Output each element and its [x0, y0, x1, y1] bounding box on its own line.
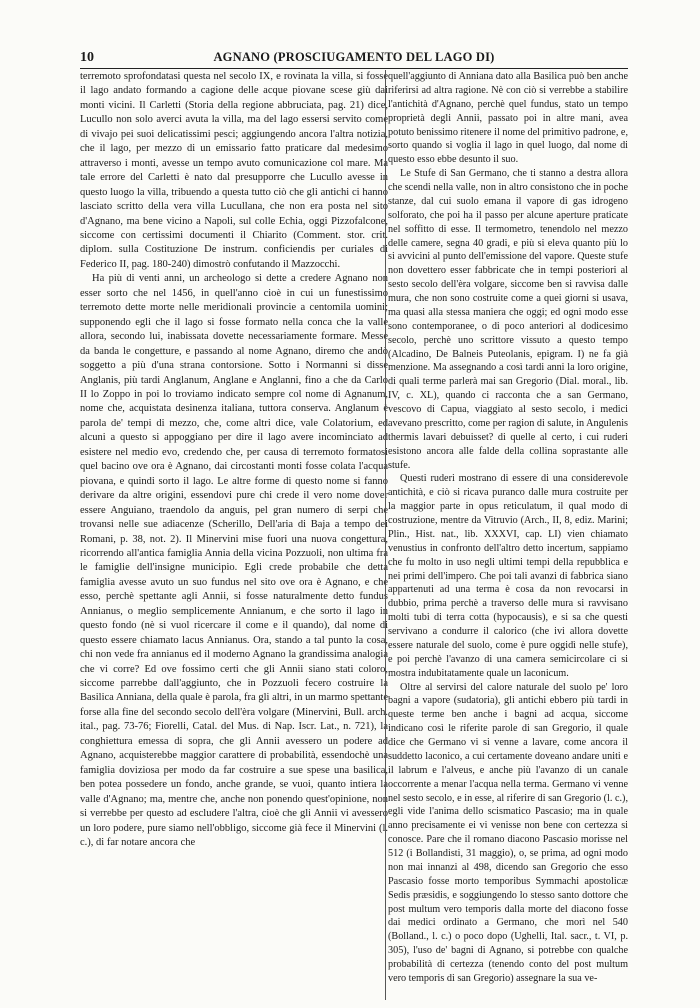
page-header: [80, 50, 628, 68]
column-divider: [385, 70, 386, 1000]
paragraph: Le Stufe di San Germano, che ti stanno a destra allora che scendi nella valle, non in altro consistono che in poche stanze, dal cui suolo emana il vapore di gas idrogeno solforato, che poi ha il passo per alcune aperture praticate nel soffitto di esse. Il termometro, tenendolo nel mezzo delle camere, segna 40 gradi, e più si eleva quanto più lo si avvicini al punto dell'emissione del vapore. Queste stufe non dovettero esser fabbricate che in tempi posteriori al sesto secolo dell'èra volgare, siccome ben si ravvisa dalle mura, che non sono costruite come a quei giorni si usava, ma quasi alla stessa maniera che oggi; ed ogni modo esse sono contemporanee, o di poco anteriori al dodicesimo secolo, perchè uno scrittore vissuto a questo tempo (Alcadino, De Balneis Puteolanis, epigram. I) ne fa già menzione. Ma assegnando a così tardi anni la loro origine, di quali terme parlerà mai san Gregorio (Dial. moral., lib. IV, c. XL), quando ci racconta che a san Germano, vescovo di Capua, viaggiato al sesto secolo, i medici avevano prescritto, come per ragion di salute, in Angulenis thermis lavari debuisset? di quelle al certo, i cui ruderi esistono ancora alle falde della collina soprastante alle stufe.: [388, 168, 628, 471]
paragraph: Oltre al servirsi del calore naturale del suolo pe' loro bagni a vapore (sudatoria), gli antichi ebbero più tardi in queste terme ben anche i bagni ad acqua, siccome indicano così le riferite parole di san Gregorio, il quale dice che Germano vi si venne a lavare, come ancora il suddetto laconico, a cui certamente doveano andare uniti e il labrum e l'alveus, e anche più l'avanzo di un canale occorrente a menar l'acqua nella terma. Germano vi venne nel sesto secolo, e in esse, al riferire di san Gregorio (l. c.), egli vide l'anima dello scismatico Pascasio; ma in quale anno precisamente ei vi venisse non bene con certezza si conosce. Pare che il romano diacono Pascasio morisse nel 512 (i Bollandisti, 31 maggio), o, se prima, ad ogni modo non mai innanzi al 498, dicendo san Gregorio che esso Pascasio fosse morto temporibus Symmachi apostolicæ Sedis præsidis, e soggiungendo lo stesso santo dottore che post multum vero temporis dalla morte del diacono fosse dai medici ordinato a Germano, che morì nel 540 (Bolland., l. c.) o poco dopo (Ughelli, Ital. sacr., t. VI, p. 305), l'uso de' bagni di Agnano, si potrebbe con qualche probabilità di certezza (tenendo conto del post multum vero temporis di san Gregorio) assegnare la sua ve-: [388, 681, 628, 984]
left-column: [80, 70, 388, 1000]
right-column: [388, 70, 628, 1000]
page-number: 10: [80, 50, 94, 65]
paragraph: quell'aggiunto di Anniana dato alla Basilica può ben anche riferirsi ad altra ragione. Nè con ciò si verrebbe a stabilire l'antichità d'Agnano, perchè quel fundus, stato un tempo proprietà degli Annii, passato poi in altre mani, avea potuto benissimo ritenere il nome del primitivo padrone, e, sorto quando si voglia il lago in quel luogo, dal nome di questo esso ebbe desunto il suo.: [388, 71, 628, 166]
paragraph: Questi ruderi mostrano di essere di una considerevole antichità, e ciò si ricava puranco dalle mura costruite per la maggior parte in opus reticulatum, il qual modo di costruzione, mentre da Vitruvio (Arch., II, 8, ediz. Marini; Plin., Hist. nat., lib. XXXVI, cap. LI) vien chiamato venustius in confronto dell'altro detto incertum, sappiamo che fu molto in uso negli ultimi tempi della repubblica e nei primi dell'impero. Che poi tali avanzi di fabbrica siano appartenuti ad una terma è cosa da non revocarsi in dubbio, prima perchè a traverso delle mura si ravvisano molti tubi di terra cotta (hypocausis), e si sa che questi servivano a condurre il calorico (che ivi allora dovette essere naturale del suolo, come è pure oggidì nelle stufe), e poi perchè l'avanzo di una camera semicircolare ci si mostra indubitatamente quale un laconicum.: [388, 473, 628, 679]
paragraph: Ha più di venti anni, un archeologo si dette a credere Agnano non esser sorto che nel 1456, in quell'anno cioè in cui un funestissimo terremoto dette morte nelle meridionali provincie a centomila uomini; supponendo egli che il lago si fosse formato nella conca che la valle allora, secondo lui, inabissata dovette necessariamente formare. Messe da banda le congetture, e passando al nome Agnano, diremo che andò soggetto a più d'una strana contorsione. Sotto i Normanni si disse Anglanis, più tardi Anglanum, Anglane e Anglanni, fino a che da Carlo II lo Zoppo in poi lo troviamo indicato sempre col nome di Agnanum, nome che, acquistata desinenza italiana, tuttora conserva. Anglanum è parola de' tempi di mezzo, che, come altri dice, vale Colatorium, ed alcuni a questo si appoggiano per dire il lago avere incominciato ad esistere nel medio evo, credendo che, per causa di terremoto formatosi quel bacino ove ora è Agnano, dai circostanti monti fosse colata l'acqua piovana, e quindi sorto il lago. Le altre forme di questo nome si fanno derivare da altre origini, essendovi pure chi crede il vero nome dover essere Anguiano, traendolo da anguis, pel gran numero di serpi che trovansi nelle sue adiacenze (Scherillo, Dell'aria di Baja a tempo dei Romani, p. 38, not. 2). Il Minervini mise fuori una nuova congettura, ricorrendo all'antica famiglia Annia della vicina Pozzuoli, non ultima fra le famiglie dell'insigne municipio. Egli crede probabile che detta famiglia avesse avuto un suo fundus nel sito ove ora è Agnano, e che esso, perchè spettante agli Annii, si fosse naturalmente detto fundus Annianus, o meglio semplicemente Annianum, e che sorto il lago in questo fondo (nè si vuol ricercare il come e il quando), dal nome di questo essere chiamato lacus Annianus. Ora, stando a tal punto la cosa, chi non vede fra annianus ed il moderno Agnano la grandissima analogia che vi corre? Ed ove fossimo certi che gli Annii siano stati coloro, siccome parrebbe dall'aggiunto, che in Pozzuoli fecero costruire la Basilica Anniana, della quale è parola, fra gli altri, in un marmo spettante forse alla fine del secondo secolo dell'èra volgare (Minervini, Bull. arch. ital., pag. 73-76; Fiorelli, Catal. del Mus. di Nap. Iscr. Lat., n. 721), la conghiettura emessa di sopra, che gli Annii avessero un podere ad Agnano, acquisterebbe maggior carattere di probabilità, essendochè una famiglia doviziosa per modo da far costruire a sue spese una basilica, ben potea possedere un fondo, anche grande, se vuoi, quanto intiera la valle d'Agnano; ma, mentre che, anche non ponendo quest'opinione, non si verrebbe per questo ad escludere l'altra, cioè che gli Annii vi avessero un loro podere, pure siamo nell'obbligo, siccome già fece il Minervini (l. c.), di far notare ancora che: [80, 273, 388, 849]
running-title: AGNANO (PROSCIUGAMENTO DEL LAGO DI): [213, 50, 495, 64]
header-rule: [80, 68, 628, 69]
paragraph: terremoto sprofondatasi questa nel secolo IX, e rovinata la villa, si fosse il lago andato formando a cagione delle acque piovane scese giù dai monti vicini. Il Carletti (Storia della regione abbruciata, pag. 21) dice, Lucullo non solo averci avuta la villa, ma del lago essersi servito come di vivajo pei suoi delicatissimi pesci; aggiungendo ancora l'altra notizia, che il lago, per mezzo di un emissario fatto praticare dal medesimo attraverso i monti, avesse un tempo avuto comunicazione col mare. Ma tale errore del Carletti è nato dal presupporre che Lucullo avesse in questo luogo la villa, tribuendo a questa tutto ciò che gli antichi ci hanno lasciato scritto della vera villa Lucullana, che non era posta nel sito d'Agnano, ma bene vicino a Napoli, sul colle Echia, oggi Pizzofalcone, siccome con certissimi documenti il Chiarito (Comment. stor. crit. diplom. sulla Costituzione De instrum. conficiendis per curiales di Federico II, pag. 180-240) dimostrò confutando il Mazzocchi.: [80, 71, 388, 270]
